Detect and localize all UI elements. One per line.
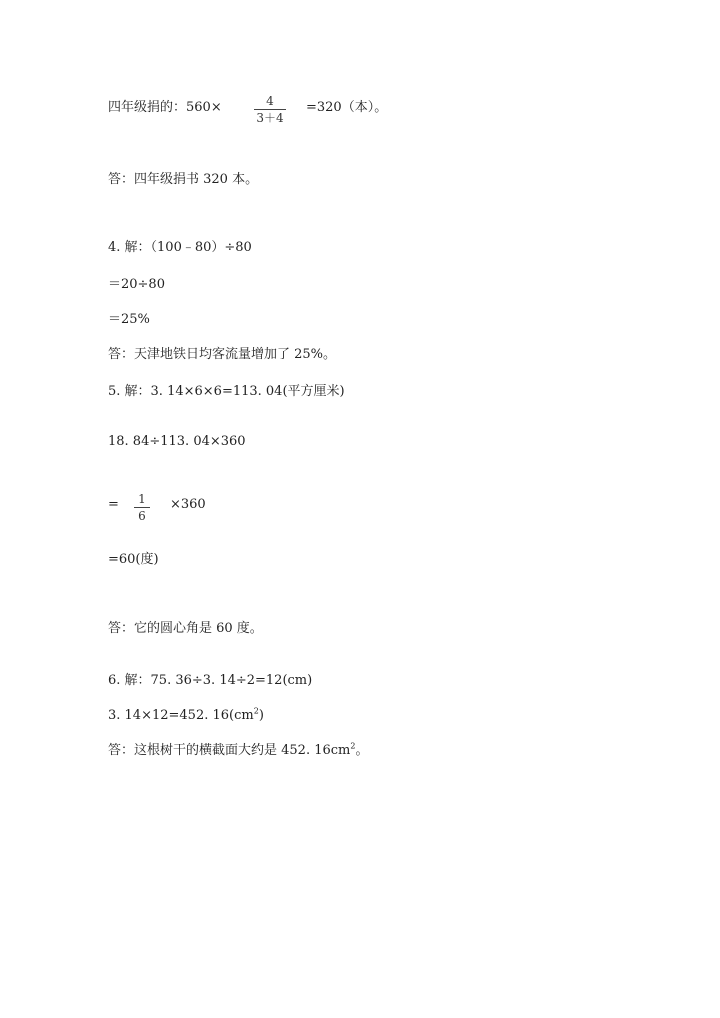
answer-problem6 xyxy=(108,743,368,759)
answer-grade4: 答：四年级捐书 320 本。 xyxy=(108,172,259,187)
area-calc: 3. 14×12=452. 16(cm xyxy=(108,708,254,723)
squared-superscript: 2 xyxy=(253,706,259,716)
problem6-step2 xyxy=(108,708,264,724)
calc-suffix-line xyxy=(306,100,387,116)
calc-prefix: 四年级捐的：560× xyxy=(108,100,222,115)
problem5-step4: =60(度) xyxy=(108,552,159,567)
fraction-numerator: 1 xyxy=(138,492,146,506)
fraction-1-over-6 xyxy=(134,492,150,523)
answer-end: 。 xyxy=(355,743,369,758)
problem6-step1: 6. 解：75. 36÷3. 14÷2=12(cm) xyxy=(108,673,313,688)
area-calc-end: ) xyxy=(258,708,264,723)
problem4-step3: ＝25% xyxy=(108,312,150,327)
squared-superscript: 2 xyxy=(350,741,356,751)
answer-problem5: 答：它的圆心角是 60 度。 xyxy=(108,621,263,636)
problem5-step2: 18. 84÷113. 04×360 xyxy=(108,434,246,449)
fraction-bar xyxy=(134,507,150,508)
grade4-donation-calc xyxy=(108,100,222,116)
problem5-step1: 5. 解：3. 14×6×6=113. 04(平方厘米) xyxy=(108,384,345,399)
fraction-numerator: 4 xyxy=(266,94,274,108)
problem4-step1: 4. 解：（100﹣80）÷80 xyxy=(108,240,252,255)
calc-suffix: =320（本）。 xyxy=(306,100,388,115)
fraction-denominator: 3＋4 xyxy=(256,111,284,125)
fraction-denominator: 6 xyxy=(138,509,146,523)
answer-text: 答：这根树干的横截面大约是 452. 16cm xyxy=(108,743,351,758)
problem5-step3-suffix: ×360 xyxy=(170,497,206,512)
fraction-4-over-3plus4 xyxy=(254,94,286,125)
problem5-step3-prefix: = xyxy=(108,497,119,512)
answer-problem4: 答：天津地铁日均客流量增加了 25%。 xyxy=(108,347,337,362)
fraction-bar xyxy=(254,109,286,110)
problem4-step2: ＝20÷80 xyxy=(108,277,165,292)
